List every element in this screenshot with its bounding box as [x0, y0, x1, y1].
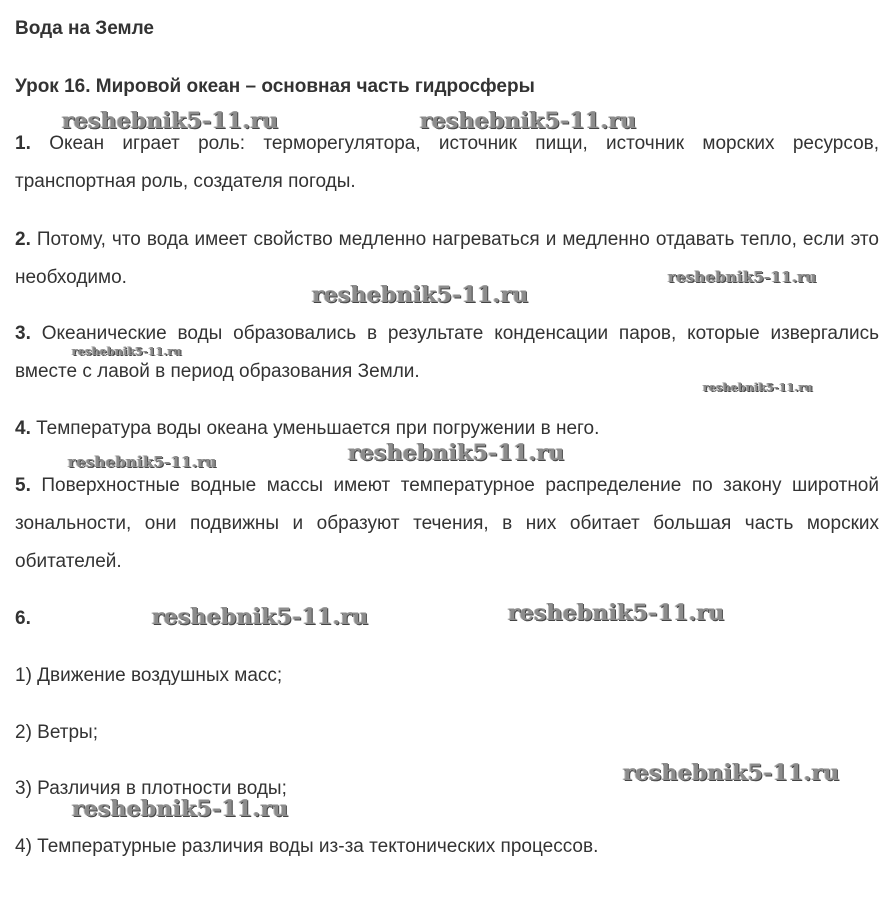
- watermark: reshebnik5-11.ru: [508, 600, 725, 626]
- watermark: reshebnik5-11.ru: [152, 604, 369, 630]
- answer-number: 2.: [15, 229, 31, 250]
- answer-text: Океан играет роль: терморегулятора, источник пищи, источник морских ресурсов, транспортная роль, создателя погоды.: [15, 133, 880, 192]
- watermark: reshebnik5-11.ru: [72, 796, 289, 822]
- answer-number: 1.: [15, 133, 31, 154]
- answer-6: [15, 600, 879, 638]
- watermark: reshebnik5-11.ru: [72, 345, 182, 358]
- section-title: Вода на Земле: [15, 18, 154, 39]
- watermark: reshebnik5-11.ru: [668, 268, 817, 286]
- list-item: 1) Движение воздушных масс;: [15, 665, 283, 686]
- answer-number: 6.: [15, 608, 31, 629]
- answer-text: Поверхностные водные массы имеют температурное распределение по закону широтной зональности, они подвижны и образуют течения, в них обитает большая часть морских обитателей.: [15, 475, 879, 572]
- list-item: 4) Температурные различия воды из-за тектонических процессов.: [15, 836, 599, 857]
- watermark: reshebnik5-11.ru: [420, 108, 637, 134]
- watermark: reshebnik5-11.ru: [623, 760, 840, 786]
- answer-text: Океанические воды образовались в результате конденсации паров, которые извергались вместе с лавой в период образования Земли.: [15, 323, 879, 382]
- answer-number: 4.: [15, 418, 31, 439]
- answer-5: [15, 467, 879, 581]
- watermark: reshebnik5-11.ru: [703, 381, 813, 394]
- answer-number: 5.: [15, 475, 31, 496]
- watermark: reshebnik5-11.ru: [68, 453, 217, 471]
- answer-1: [15, 125, 879, 201]
- watermark: reshebnik5-11.ru: [312, 282, 529, 308]
- list-item: 3) Различия в плотности воды;: [15, 778, 287, 799]
- answer-number: 3.: [15, 323, 31, 344]
- lesson-title: Урок 16. Мировой океан – основная часть гидросферы: [15, 76, 535, 97]
- watermark: reshebnik5-11.ru: [62, 108, 279, 134]
- answer-text: Потому, что вода имеет свойство медленно нагреваться и медленно отдавать тепло, если это необходимо.: [15, 229, 879, 288]
- watermark: reshebnik5-11.ru: [348, 440, 565, 466]
- answer-text: Температура воды океана уменьшается при погружении в него.: [36, 418, 600, 439]
- list-item: 2) Ветры;: [15, 722, 98, 743]
